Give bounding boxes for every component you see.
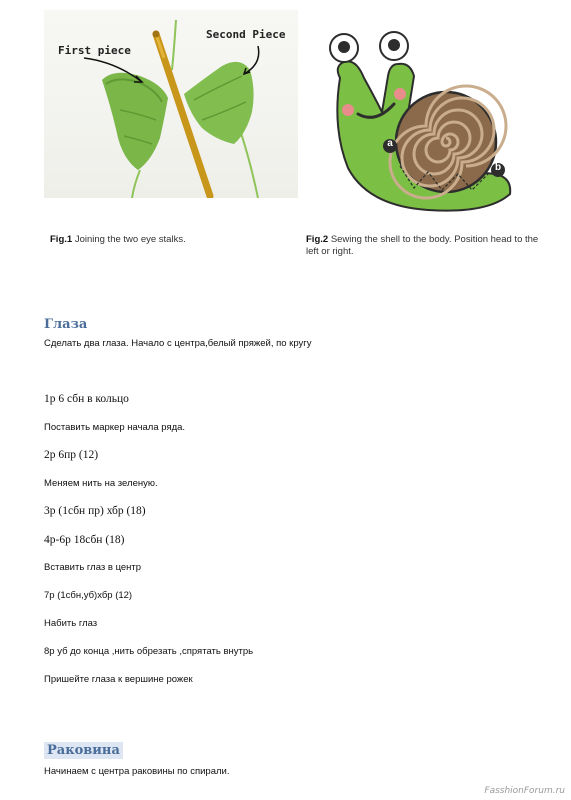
fig1-label: Fig.1 xyxy=(50,234,73,245)
first-piece-label: First piece xyxy=(58,44,131,57)
shell-intro: Начинаем с центра раковины по спирали. xyxy=(44,766,230,777)
second-piece-label: Second Piece xyxy=(206,28,286,41)
eyes-step-5: 3р (1сбн пр) хбр (18) xyxy=(44,505,146,517)
eyes-step-6: 4р-6р 18сбн (18) xyxy=(44,534,125,546)
eye-stalks-photo xyxy=(44,10,298,198)
eyes-step-10: 8р уб до конца ,нить обрезать ,спрятать внутрь xyxy=(44,646,254,657)
marker-a: a xyxy=(387,138,393,149)
shell-heading: Раковина xyxy=(44,742,123,759)
eyes-step-9: Набить глаз xyxy=(44,618,98,629)
snail-graphic xyxy=(318,18,528,224)
fig1-caption xyxy=(50,234,280,246)
marker-b: b xyxy=(494,162,502,173)
snail-illustration xyxy=(318,18,528,224)
eyes-step-11: Пришейте глаза к вершине рожек xyxy=(44,674,193,685)
fig2-label: Fig.2 xyxy=(306,234,329,245)
watermark: FasshionForum.ru xyxy=(484,786,565,796)
eyes-step-7: Вставить глаз в центр xyxy=(44,562,142,573)
fig1-text: Joining the two eye stalks. xyxy=(74,234,186,245)
eyes-step-1: 1р 6 сбн в кольцо xyxy=(44,393,129,405)
fig2-caption xyxy=(306,234,552,258)
eyes-step-8: 7р (1сбн,уб)хбр (12) xyxy=(44,590,133,601)
eyes-step-4: Меняем нить на зеленую. xyxy=(44,478,158,489)
eyes-step-2: Поставить маркер начала ряда. xyxy=(44,422,186,433)
eyes-intro: Сделать два глаза. Начало с центра,белый пряжей, по кругу xyxy=(44,338,312,349)
fig2-text: Sewing the shell to the body. Position head to the left or right. xyxy=(306,234,539,257)
eyes-step-3: 2р 6пр (12) xyxy=(44,449,99,461)
eyes-heading: Глаза xyxy=(44,317,88,332)
